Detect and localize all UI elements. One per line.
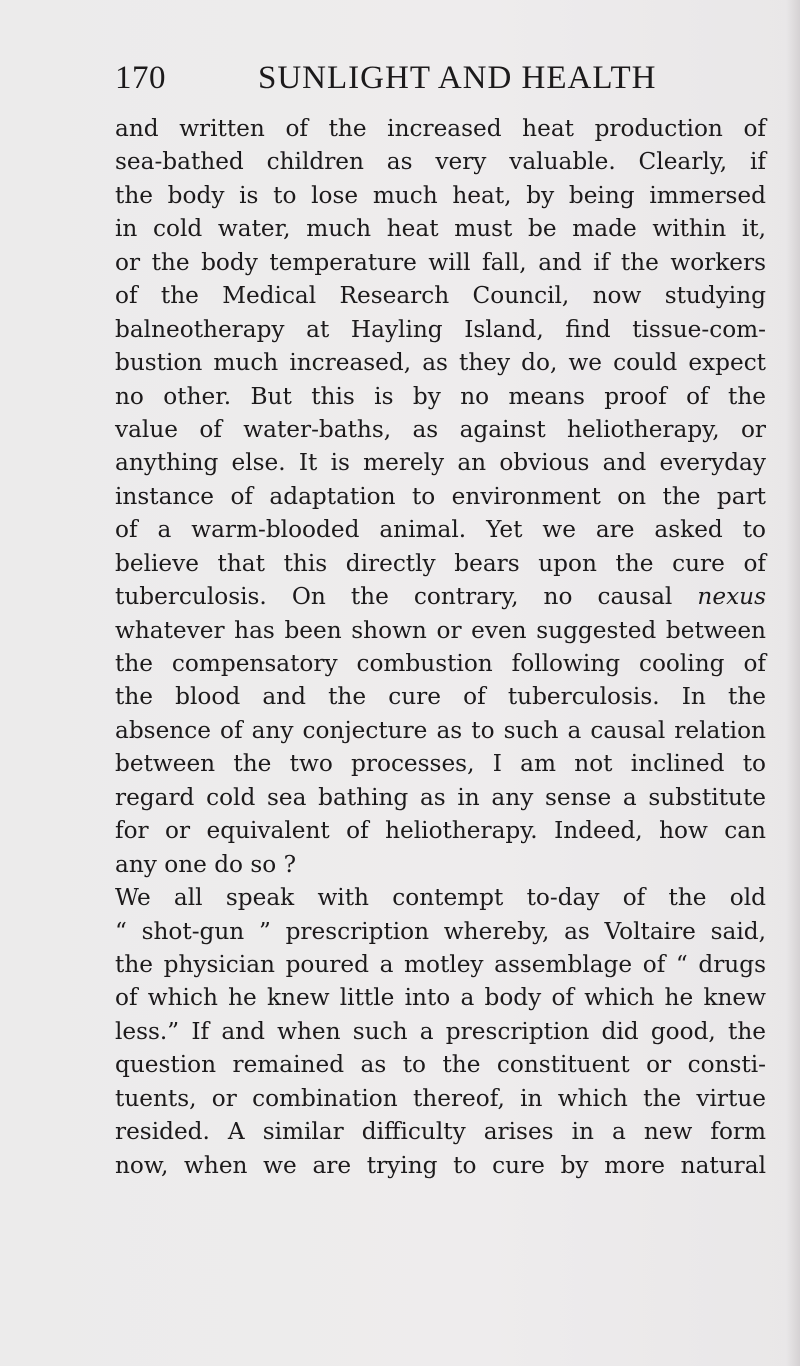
text-line: for or equivalent of heliotherapy. Indeed, how can xyxy=(115,817,766,845)
text-line: the compensatory combustion following cooling of xyxy=(115,650,766,677)
text-line: value of water-baths, as against heliotherapy, or xyxy=(115,415,766,443)
text-line: absence of any conjecture as to such a causal relation xyxy=(115,716,766,744)
text-line: of a warm-blooded animal. Yet we are asked to xyxy=(115,516,766,544)
text-line: between the two processes, I am not inclined to xyxy=(115,750,766,778)
text-line-with-italic xyxy=(115,580,766,613)
text-line: anything else. It is merely an obvious and everyday xyxy=(115,449,766,477)
italic-word: nexus xyxy=(697,583,766,611)
text-line: and written of the increased heat production of xyxy=(115,115,766,142)
text-line: the body is to lose much heat, by being immersed xyxy=(115,181,766,209)
page-edge-shadow xyxy=(786,0,800,1366)
text-line: of which he knew little into a body of which he knew xyxy=(115,984,766,1012)
text-line: sea-bathed children as very valuable. Clearly, if xyxy=(115,148,766,176)
text-line: whatever has been shown or even suggested between xyxy=(115,616,766,644)
body-text xyxy=(115,112,766,1182)
page-number: 170 xyxy=(115,60,166,96)
text-line: now, when we are trying to cure by more natural xyxy=(115,1151,766,1179)
text-line: less.” If and when such a prescription did good, the xyxy=(115,1017,766,1045)
running-head xyxy=(115,58,755,98)
text-line: resided. A similar difficulty arises in a new form xyxy=(115,1118,766,1146)
text-line: of the Medical Research Council, now studying xyxy=(115,282,766,310)
text-line: believe that this directly bears upon the cure of xyxy=(115,549,766,577)
text-line: question remained as to the constituent or consti- xyxy=(115,1051,766,1079)
text-line: bustion much increased, as they do, we could expect xyxy=(115,349,766,377)
text-line: instance of adaptation to environment on the part xyxy=(115,482,766,510)
text-line: “ shot-gun ” prescription whereby, as Voltaire said, xyxy=(115,917,766,945)
text-segment: tuberculosis. On the contrary, no causal xyxy=(115,583,673,611)
running-title: SUNLIGHT AND HEALTH xyxy=(258,60,657,96)
text-line-paragraph-start: We all speak with contempt to-day of the old xyxy=(115,884,766,912)
text-line: or the body temperature will fall, and if the workers xyxy=(115,248,766,276)
text-line: tuents, or combination thereof, in which the virtue xyxy=(115,1084,766,1112)
text-line: the blood and the cure of tuberculosis. In the xyxy=(115,683,766,711)
text-line: the physician poured a motley assemblage of “ drugs xyxy=(115,950,766,978)
text-line: regard cold sea bathing as in any sense a substitute xyxy=(115,783,766,811)
text-line-paragraph-end: any one do so ? xyxy=(115,850,297,878)
text-line: no other. But this is by no means proof of the xyxy=(115,382,766,410)
text-line: balneotherapy at Hayling Island, find tissue-com- xyxy=(115,315,766,343)
text-line: in cold water, much heat must be made within it, xyxy=(115,215,766,243)
